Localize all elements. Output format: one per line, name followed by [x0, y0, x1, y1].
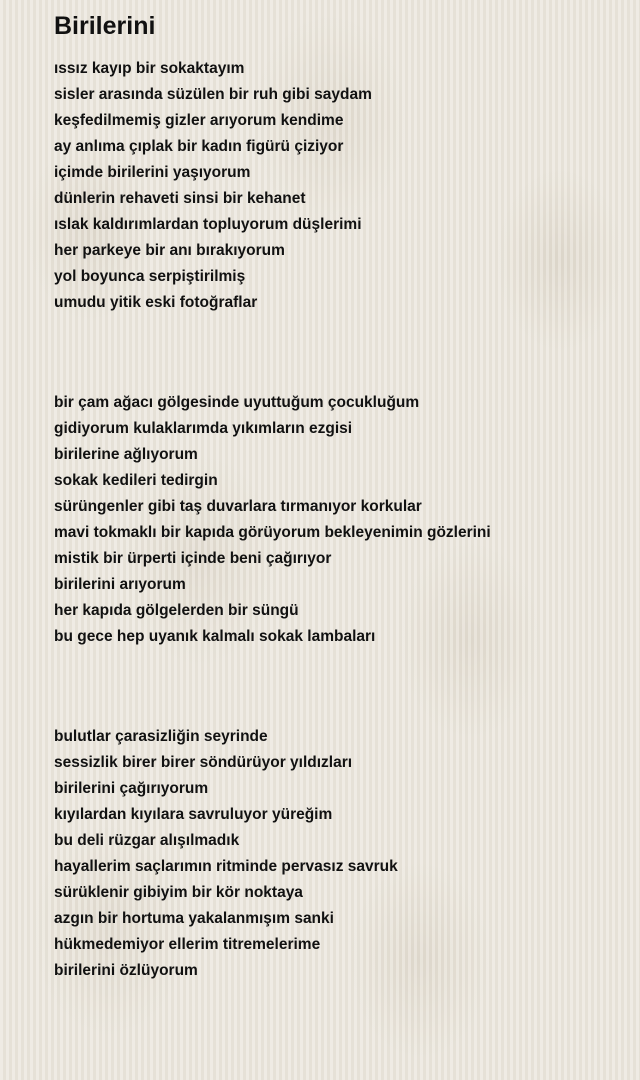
- poem-line: gidiyorum kulaklarımda yıkımların ezgisi: [54, 420, 353, 437]
- poem-line: içimde birilerini yaşıyorum: [54, 164, 251, 181]
- poem-line: birilerine ağlıyorum: [54, 446, 198, 463]
- poem-line: birilerini arıyorum: [54, 576, 186, 593]
- poem-line: ıssız kayıp bir sokaktayım: [54, 60, 245, 77]
- poem-line: keşfedilmemiş gizler arıyorum kendime: [54, 112, 344, 129]
- poem-line: bu gece hep uyanık kalmalı sokak lambaları: [54, 628, 376, 645]
- poem-title: Birilerini: [54, 12, 156, 40]
- poem-line: ıslak kaldırımlardan topluyorum düşlerimi: [54, 216, 362, 233]
- poem-line: azgın bir hortuma yakalanmışım sanki: [54, 910, 334, 927]
- poem-line: mavi tokmaklı bir kapıda görüyorum bekleyenimin gözlerini: [54, 524, 491, 541]
- poem-line: sürüngenler gibi taş duvarlara tırmanıyor korkular: [54, 498, 422, 515]
- poem-line: bulutlar çarasizliğin seyrinde: [54, 728, 268, 745]
- poem-line: sisler arasında süzülen bir ruh gibi saydam: [54, 86, 372, 103]
- poem-line: sokak kedileri tedirgin: [54, 472, 218, 489]
- poem-line: mistik bir ürperti içinde beni çağırıyor: [54, 550, 332, 567]
- stanza-2: [54, 390, 624, 650]
- poem-line: bu deli rüzgar alışılmadık: [54, 832, 240, 849]
- stanza-1: [54, 56, 624, 316]
- poem-line: birilerini çağırıyorum: [54, 780, 209, 797]
- poem-line: umudu yitik eski fotoğraflar: [54, 294, 258, 311]
- poem-line: bir çam ağacı gölgesinde uyuttuğum çocukluğum: [54, 394, 420, 411]
- poem-line: her kapıda gölgelerden bir süngü: [54, 602, 299, 619]
- poem-page: [54, 10, 624, 984]
- poem-body: [54, 56, 624, 984]
- stanza-3: [54, 724, 624, 984]
- poem-line: yol boyunca serpiştirilmiş: [54, 268, 246, 285]
- poem-line: kıyılardan kıyılara savruluyor yüreğim: [54, 806, 333, 823]
- poem-line: birilerini özlüyorum: [54, 962, 198, 979]
- poem-line: sessizlik birer birer söndürüyor yıldızları: [54, 754, 353, 771]
- poem-line: ay anlıma çıplak bir kadın figürü çiziyor: [54, 138, 344, 155]
- poem-line: sürüklenir gibiyim bir kör noktaya: [54, 884, 303, 901]
- poem-line: her parkeye bir anı bırakıyorum: [54, 242, 285, 259]
- poem-line: hayallerim saçlarımın ritminde pervasız savruk: [54, 858, 398, 875]
- poem-line: hükmedemiyor ellerim titremelerime: [54, 936, 321, 953]
- poem-line: dünlerin rehaveti sinsi bir kehanet: [54, 190, 306, 207]
